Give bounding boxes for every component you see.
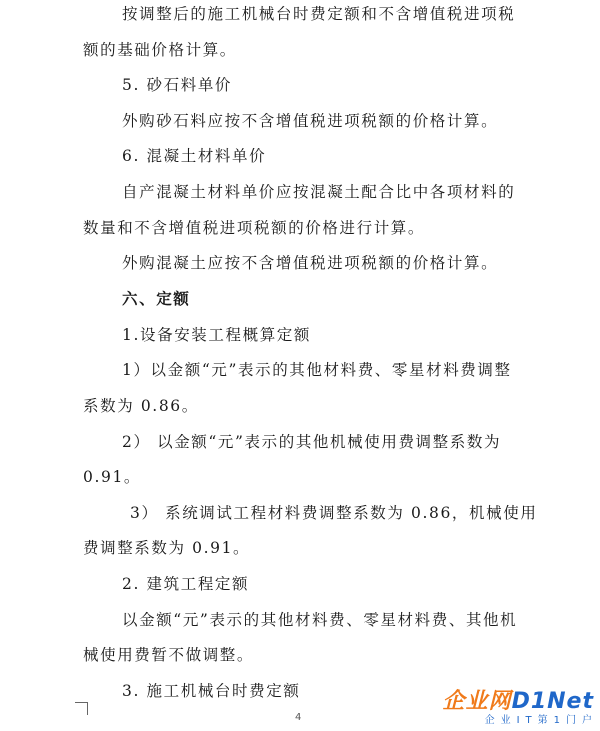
- site-watermark-logo: [414, 689, 598, 730]
- paragraph-line-15: 3） 系统调试工程材料费调整系数为 0.86，机械使用: [130, 504, 538, 522]
- paragraph-line-6: 自产混凝土材料单价应按混凝土配合比中各项材料的: [122, 183, 516, 201]
- heading-concrete: 6. 混凝土材料单价: [122, 147, 267, 165]
- paragraph-line-2: 额的基础价格计算。: [83, 41, 237, 59]
- paragraph-line-12: 系数为 0.86。: [83, 397, 199, 415]
- paragraph-line-13: 2） 以金额“元”表示的其他机械使用费调整系数为: [122, 433, 502, 451]
- section-heading-quota: 六、定额: [122, 289, 191, 308]
- watermark-tagline: 企业IT第1门户: [484, 715, 598, 726]
- watermark-brand-net: Net: [547, 689, 594, 714]
- paragraph-line-4: 外购砂石料应按不含增值税进项税额的价格计算。: [122, 112, 499, 130]
- paragraph-line-19: 械使用费暂不做调整。: [83, 646, 255, 664]
- page-number: 4: [295, 712, 302, 723]
- paragraph-line-1: 按调整后的施工机械台时费定额和不含增值税进项税: [122, 5, 516, 23]
- heading-equipment-install: 1.设备安装工程概算定额: [122, 326, 311, 344]
- watermark-brand-d1: D1: [511, 689, 548, 714]
- margin-corner-mark: [75, 702, 88, 715]
- paragraph-line-18: 以金额“元”表示的其他材料费、零星材料费、其他机: [122, 611, 518, 629]
- paragraph-line-11: 1）以金额“元”表示的其他材料费、零星材料费调整: [122, 361, 512, 379]
- heading-machinery-quota: 3. 施工机械台时费定额: [122, 682, 301, 700]
- paragraph-line-8: 外购混凝土应按不含增值税进项税额的价格计算。: [122, 254, 499, 272]
- paragraph-line-14: 0.91。: [83, 468, 142, 486]
- paragraph-line-7: 数量和不含增值税进项税额的价格进行计算。: [83, 219, 426, 237]
- watermark-brand-main: 企业网: [442, 689, 512, 714]
- heading-sand-gravel: 5. 砂石料单价: [122, 76, 233, 94]
- heading-building-works: 2. 建筑工程定额: [122, 575, 250, 593]
- paragraph-line-16: 费调整系数为 0.91。: [83, 539, 251, 557]
